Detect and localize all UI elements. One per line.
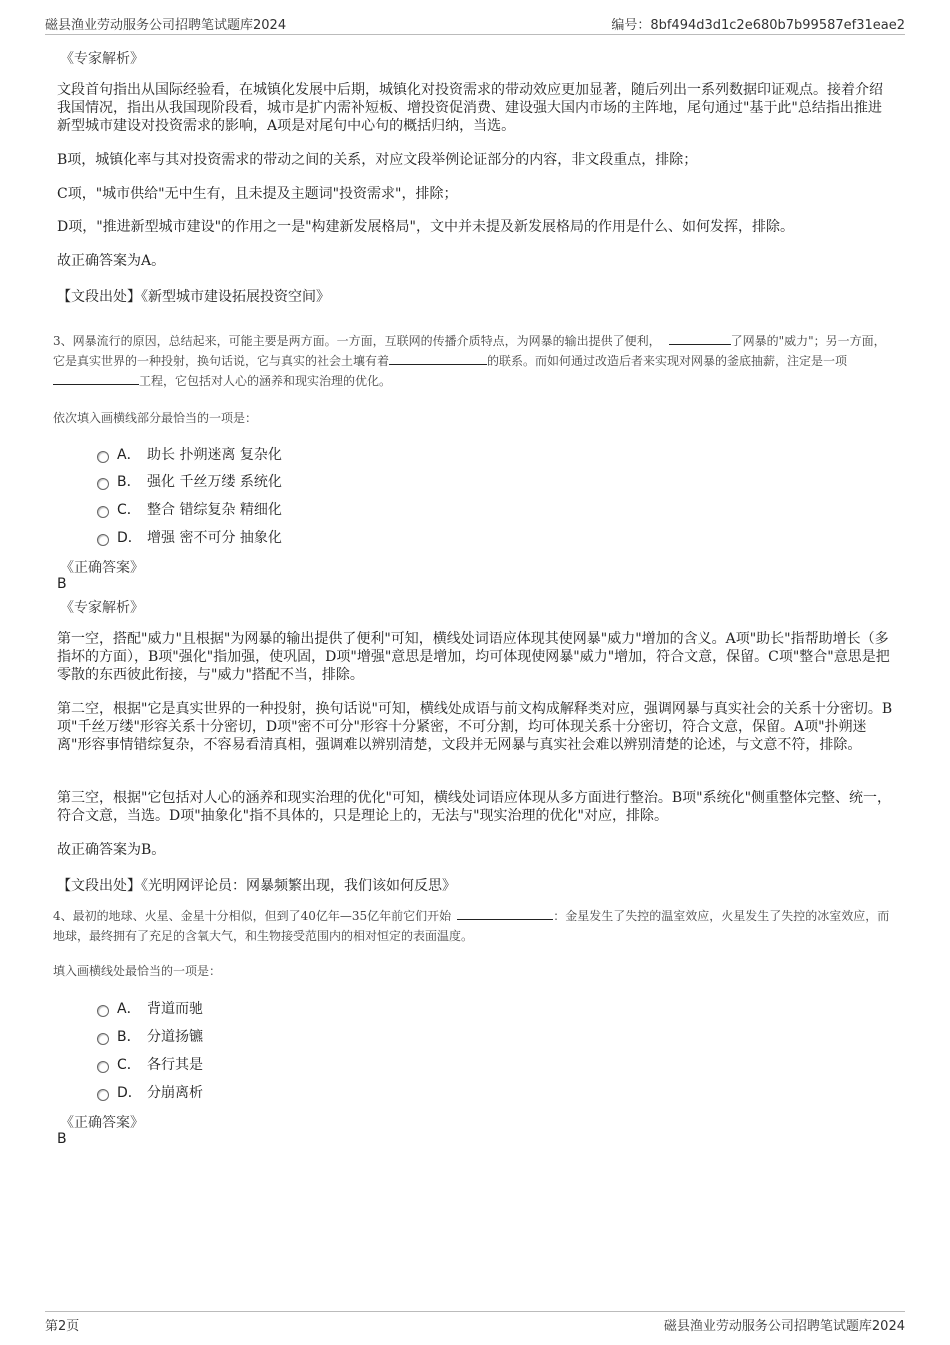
radio-icon[interactable]: [97, 1061, 109, 1073]
option-b[interactable]: B． 强化 千丝万缕 系统化: [97, 471, 282, 491]
radio-icon[interactable]: [97, 506, 109, 518]
radio-icon[interactable]: [97, 1005, 109, 1017]
correct-answer: B: [57, 576, 67, 592]
radio-icon[interactable]: [97, 1089, 109, 1101]
passage-source: 【文段出处】《新型城市建设拓展投资空间》: [57, 289, 330, 305]
option-c[interactable]: C． 整合 错综复杂 精细化: [97, 499, 282, 519]
answer-tag: 《正确答案》: [60, 1115, 144, 1131]
analysis-paragraph: 第二空，根据"它是真实世界的一种投射，换句话说"可知，横线处成语与前文构成解释类对应，强调网暴与真实社会的关系十分密切。B项"千丝万缕"形容关系十分密切，D项"密不可分"形容十分紧密，不可分割，均可体现关系十分密切，符合文意，保留。A项"扑朔迷离"形容事情错综复杂，不容易看清真相，强调难以辨别清楚，文段并无网暴与真实社会难以辨别清楚的论述，与文意不符，排除。: [57, 701, 893, 753]
option-c[interactable]: C． 各行其是: [97, 1054, 203, 1074]
page-footer: [45, 1311, 905, 1337]
page-header: [45, 14, 905, 35]
question-4-stem: 4、最初的地球、火星、金星十分相似，但到了40亿年—35亿年前它们开始 ：金星发生了失控的温室效应，火星发生了失控的冰室效应，而地球，最终拥有了充足的含氧大气，和生物接受范围内的相对恒定的表面温度。: [53, 909, 890, 943]
correct-answer: B: [57, 1131, 67, 1147]
option-a[interactable]: A． 背道而驰: [97, 998, 203, 1018]
question-prompt: 依次填入画横线部分最恰当的一项是：: [53, 411, 258, 425]
analysis-paragraph: 第一空，搭配"威力"且根据"为网暴的输出提供了便利"可知，横线处词语应体现其使网暴"威力"增加的含义。A项"助长"指帮助增长（多指坏的方面），B项"强化"指加强，使巩固，D项"增强"意思是增加，均可体现使网暴"威力"增加，符合文意，保留。C项"整合"意思是把零散的东西彼此衔接，与"威力"搭配不当，排除。: [57, 631, 890, 683]
analysis-paragraph: 文段首句指出从国际经验看，在城镇化发展中后期，城镇化对投资需求的带动效应更加显著，随后列出一系列数据印证观点。接着介绍我国情况，指出从我国现阶段看，城市是扩内需补短板、增投资促消费、建设强大国内市场的主阵地，尾句通过"基于此"总结指出推进新型城市建设对投资需求的影响，A项是对尾句中心句的概括归纳，当选。: [57, 82, 883, 134]
question-prompt: 填入画横线处最恰当的一项是：: [53, 964, 222, 978]
conclusion: 故正确答案为A。: [57, 253, 166, 269]
conclusion: 故正确答案为B。: [57, 842, 166, 858]
option-d[interactable]: D． 分崩离析: [97, 1082, 203, 1102]
radio-icon[interactable]: [97, 451, 109, 463]
footer-title: 磁县渔业劳动服务公司招聘笔试题库2024: [663, 1319, 905, 1334]
analysis-paragraph: D项，"推进新型城市建设"的作用之一是"构建新发展格局"，文中并未提及新发展格局的作用是什么、如何发挥，排除。: [57, 219, 794, 235]
header-doc-id: 编号：8bf494d3d1c2e680b7b99587ef31eae2: [611, 18, 905, 33]
blank-line: [669, 332, 731, 345]
analysis-tag: 《专家解析》: [60, 600, 144, 616]
option-b[interactable]: B． 分道扬镳: [97, 1026, 203, 1046]
option-a[interactable]: A． 助长 扑朔迷离 复杂化: [97, 444, 282, 464]
passage-source: 【文段出处】《光明网评论员：网暴频繁出现，我们该如何反思》: [57, 878, 456, 894]
answer-tag: 《正确答案》: [60, 560, 144, 576]
option-d[interactable]: D． 增强 密不可分 抽象化: [97, 527, 282, 547]
analysis-paragraph: 第三空，根据"它包括对人心的涵养和现实治理的优化"可知，横线处词语应体现从多方面进行整治。B项"系统化"侧重整体完整、统一，符合文意，当选。D项"抽象化"指不具体的，只是理论上的，无法与"现实治理的优化"对应，排除。: [57, 790, 892, 824]
blank-line: [457, 907, 553, 920]
analysis-tag: 《专家解析》: [60, 51, 144, 67]
analysis-paragraph: B项，城镇化率与其对投资需求的带动之间的关系，对应文段举例论证部分的内容，非文段重点，排除；: [57, 152, 698, 168]
blank-line: [53, 372, 139, 385]
blank-line: [389, 352, 487, 365]
question-3-stem: 3、网暴流行的原因，总结起来，可能主要是两方面。一方面，互联网的传播介质特点，为网暴的输出提供了便利， 了网暴的"威力"；另一方面，它是真实世界的一种投射，换句话说，它与真实的社会土壤有着 的联系。而如何通过改造后者来实现对网暴的釜底抽薪，注定是一项工程，它包括对人心的涵养和现实治理的优化。: [53, 334, 886, 388]
radio-icon[interactable]: [97, 1033, 109, 1045]
radio-icon[interactable]: [97, 534, 109, 546]
header-title: 磁县渔业劳动服务公司招聘笔试题库2024: [45, 18, 287, 33]
radio-icon[interactable]: [97, 478, 109, 490]
analysis-paragraph: C项，"城市供给"无中生有，且未提及主题词"投资需求"，排除；: [57, 186, 458, 202]
page-number: 第2页: [45, 1319, 80, 1334]
